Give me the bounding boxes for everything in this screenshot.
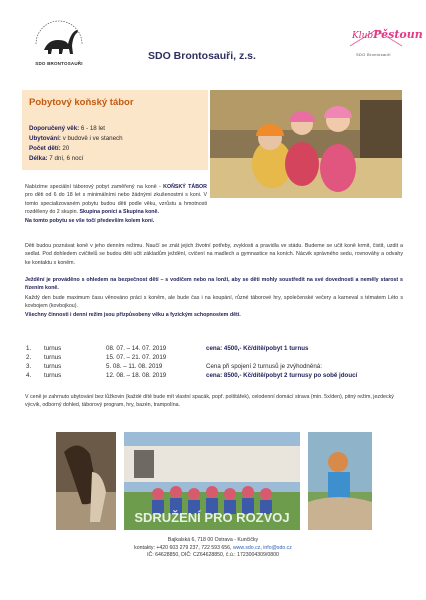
horse-head-photo [56, 432, 116, 530]
term-row: 3. turnus 5. 08. – 11. 08. 2019 Cena při spojení 2 turnusů je zvýhodněná: [26, 363, 322, 370]
body-paragraph-daily: Každý den bude maximum času věnováno práci s koněm, ale bude čas i na koupání, různé táborové hry, společenské večery a karneval s tématem Léto s kovbojem (kovbojkou). [25, 295, 403, 310]
group-photo [124, 432, 300, 530]
fact-length: Délka: 7 dní, 6 nocí [29, 155, 84, 162]
fact-accommodation: Ubytování: v budově i ve stanech [29, 135, 123, 142]
right-logo-name: Pěstoun [373, 28, 423, 41]
organization-title: SDO Brontosauři, z.s. [148, 50, 256, 62]
watermark-text: SDRUŽENÍ PRO ROZVOJ [134, 510, 290, 525]
footer-contacts: kontakty: +420 603 279 237, 722 593 656, www.sdo.cz, info@sdo.cz [134, 544, 292, 551]
price-includes-text: V ceně je zahrnuto ubytování bez lůžkovin (každé dítě bude mít vlastní spacák, popř. polštářek), celodenní domácí strava (min. 5x/den), pitný režim, jezdecký výcvik, odborný dohled, táborový program, hry, bazén, trampolína. [25, 394, 394, 409]
body-paragraph-training: Děti budou poznávat koně v jeho denním režimu. Naučí se znát jejich životní potřeby, zvyklosti a pravidla ve stádu. Budeme se učit koně krmit, čistit, uzdit a sedlat. Pod dohledem cvičitelů se budou děti učit základům ježdění, cvičení na madlech a gymnastice na koních. Nácvik správného sedu, rovnováhy a odvahy ke kontaktu s koněm. [25, 243, 403, 266]
camp-facts [29, 124, 123, 164]
camp-info-panel [22, 90, 208, 170]
fact-age: Doporučený věk: 6 - 18 let [29, 125, 105, 132]
children-helmets-photo [210, 90, 402, 198]
body-paragraph-adaptation: Všechny činnosti i denní režim jsou přizpůsobeny věku a fyzickým schopnostem dětí. [25, 312, 241, 318]
camp-title: Pobytový koňský tábor [29, 97, 134, 108]
konsky-tabor-emphasis: KOŇSKÝ TÁBOR [163, 184, 207, 190]
email-link[interactable]: info@sdo.cz [263, 544, 292, 551]
left-logo-text: SDO BRONTOSAUŘI [35, 61, 83, 66]
brontosaurus-emblem-icon [30, 14, 88, 58]
klub-pestoun-logo [346, 26, 423, 62]
footer [0, 537, 426, 560]
intro-highlight: Na tomto pobytu se vše točí především kolem koní. [25, 217, 155, 224]
right-logo-prefix: Klub [352, 31, 374, 41]
child-on-horse-photo [308, 432, 372, 530]
intro-text: Nabízíme speciální táborový pobyt zaměřený na koně - KOŇSKÝ TÁBOR pro děti od 6 do 18 let s minimálními nebo žádnými zkušenostmi s koni. V tomto specializovaném pobytu budou děti podle věku, vzrůstu a hmotnosti rozděleny do 2 skupin. Skupina poníci a Skupina koně. Na tomto pobytu se vše točí především kolem koní. [25, 184, 207, 224]
footer-address: Bajkalská 6, 718 00 Ostrava - Kunčičky [167, 537, 259, 543]
website-link[interactable]: www.sdo.cz [232, 544, 261, 551]
term-row: 4. turnus 12. 08. – 18. 08. 2019 cena: 8500,- Kč/dítě/pobyt 2 turnusy po sobě jdoucí [26, 372, 358, 379]
terms-list [26, 344, 406, 380]
right-logo-sub: SDO Brontosauři [356, 52, 391, 57]
brontosaurus-logo [30, 14, 88, 66]
term-row: 2. turnus 15. 07. – 21. 07. 2019 [26, 354, 167, 361]
term-row: 1. turnus 08. 07. – 14. 07. 2019 cena: 4500,- Kč/dítě/pobyt 1 turnus [26, 345, 309, 352]
footer-ids: IČ: 64628850, DIČ: CZ64628850, č.ú.: 1723004309/0800 [147, 552, 279, 559]
body-paragraph-safety: Ježdění je prováděno s ohledem na bezpečnost dětí – s vodičem nebo na lonži, aby se děti mohly soustředit na své dovednosti a neměly starost s řízením koně. [25, 277, 403, 292]
fact-children-count: Počet dětí: 20 [29, 145, 70, 152]
